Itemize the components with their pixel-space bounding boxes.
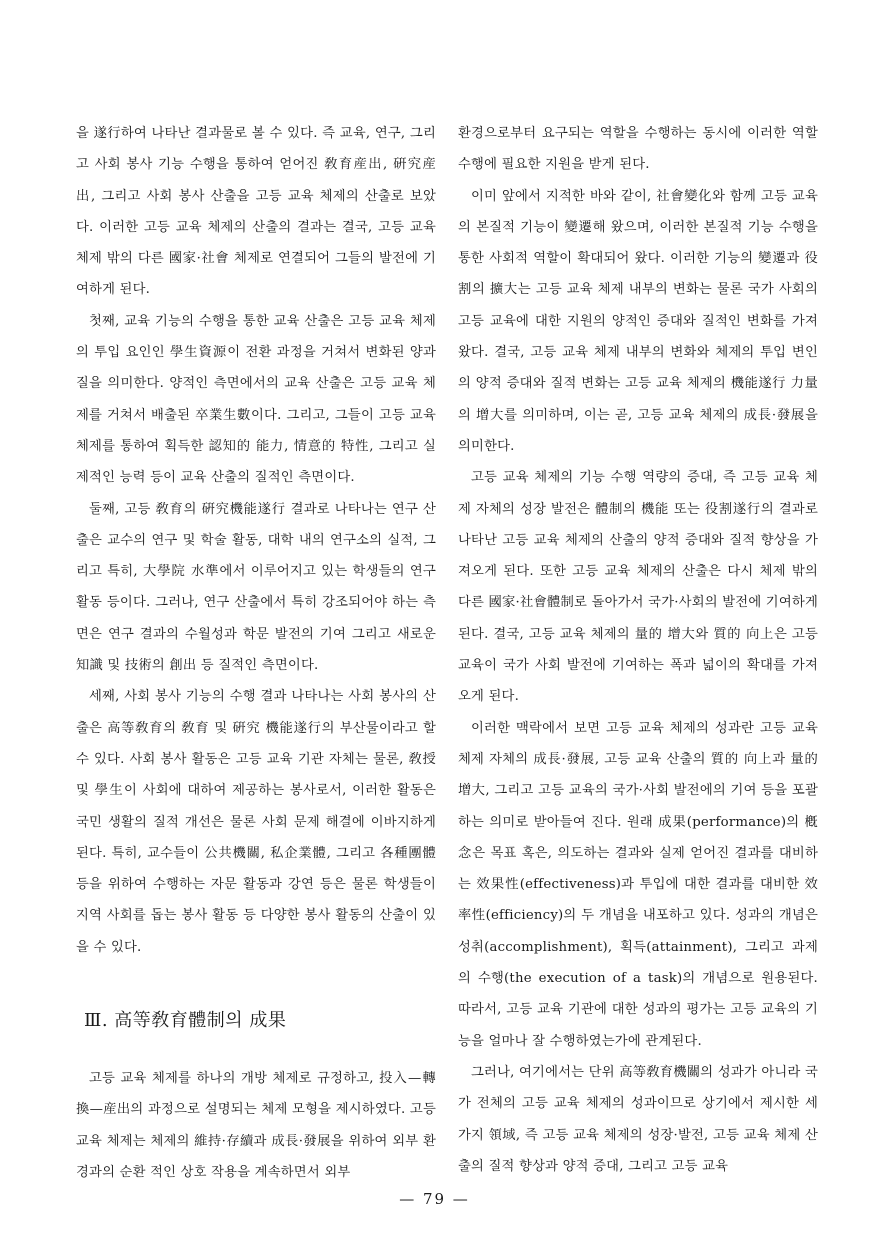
right-paragraph-3: 고등 교육 체제의 기능 수행 역량의 증대, 즉 고등 교육 체제 자체의 성장 발전은 體制의 機能 또는 役割遂行의 결과로 나타난 고등 교육 체제의 산출의 양적 증대와 질적 향상을 가져오게 된다. 또한 고등 교육 체제의 산출은 다시 체제 밖의 다른 國家·社會體制로 돌아가서 국가·사회의 발전에 기여하게 된다. 결국, 고등 교육 체제의 量的 增大와 質的 向上은 고등 교육이 국가 사회 발전에 기여하는 폭과 넓이의 확대를 가져오게 된다. bbox=[458, 470, 818, 705]
left-paragraph-2: 첫째, 교육 기능의 수행을 통한 교육 산출은 고등 교육 체제의 투입 요인인 學生資源이 전환 과정을 거쳐서 변화된 양과 질을 의미한다. 양적인 측면에서의 교육 산출은 고등 교육 체제를 거쳐서 배출된 卒業生數이다. 그리고, 그들이 고등 교육 체제를 통하여 획득한 認知的 能力, 情意的 特性, 그리고 실제적인 능력 등이 교육 산출의 질적인 측면이다. bbox=[76, 313, 436, 486]
left-paragraph-4: 세째, 사회 봉사 기능의 수행 결과 나타나는 사회 봉사의 산출은 高等敎育의 敎育 및 硏究 機能遂行의 부산물이라고 할 수 있다. 사회 봉사 활동은 고등 교육 기관 자체는 물론, 敎授 및 學生이 사회에 대하여 제공하는 봉사로서, 이러한 활동은 국민 생활의 질적 개선은 물론 사회 문제 해결에 이바지하게 된다. 특히, 교수들이 公共機關, 私企業體, 그리고 各種團體 등을 위하여 수행하는 자문 활동과 강연 등은 물론 학생들이 지역 사회를 돕는 봉사 활동 등 다양한 봉사 활동의 산출이 있을 수 있다. bbox=[76, 689, 436, 955]
right-paragraph-2: 이미 앞에서 지적한 바와 같이, 社會變化와 함께 고등 교육의 본질적 기능이 變遷해 왔으며, 이러한 본질적 기능 수행을 통한 사회적 역할이 확대되어 왔다. 이러한 기능의 變遷과 役割의 擴大는 고등 교육 체제 내부의 변화는 물론 국가 사회의 고등 교육에 대한 지원의 양적인 증대와 질적인 변화를 가져 왔다. 결국, 고등 교육 체제 내부의 변화와 체제의 투입 변인의 양적 증대와 질적 변화는 고등 교육 체제의 機能遂行 力量의 增大를 의미하며, 이는 곧, 고등 교육 체제의 成長·發展을 의미한다. bbox=[458, 188, 818, 454]
section-title: Ⅲ. 高等敎育體制의 成果 bbox=[84, 1010, 287, 1032]
left-column bbox=[76, 118, 436, 1188]
right-column bbox=[458, 118, 818, 1182]
left-paragraph-3: 둘째, 고등 敎育의 硏究機能遂行 결과로 나타나는 연구 산출은 교수의 연구 및 학술 활동, 대학 내의 연구소의 실적, 그리고 특히, 大學院 水準에서 이루어지고 있는 학생들의 연구 활동 등이다. 그러나, 연구 산출에서 특히 강조되어야 하는 측면은 연구 결과의 수월성과 학문 발전의 기여 그리고 새로운 知識 및 技術의 創出 등 질적인 측면이다. bbox=[76, 501, 436, 674]
right-paragraph-5: 그러나, 여기에서는 단위 高等敎育機關의 성과가 아니라 국가 전체의 고등 교육 체제의 성과이므로 상기에서 제시한 세 가지 領域, 즉 고등 교육 체제의 성장·발전, 고등 교육 체제 산출의 질적 향상과 양적 증대, 그리고 고등 교육 bbox=[458, 1064, 818, 1174]
right-paragraph-1: 환경으로부터 요구되는 역할을 수행하는 동시에 이러한 역할 수행에 필요한 지원을 받게 된다. bbox=[458, 126, 818, 173]
left-paragraph-1: 을 遂行하여 나타난 결과물로 볼 수 있다. 즉 교육, 연구, 그리고 사회 봉사 기능 수행을 통하여 얻어진 敎育産出, 硏究産出, 그리고 사회 봉사 산출을 고등 교육 체제의 산출로 보았다. 이러한 고등 교육 체제의 산출의 결과는 결국, 고등 교육 체제 밖의 다른 國家·社會 체제로 연결되어 그들의 발전에 기여하게 된다. bbox=[76, 126, 436, 298]
right-paragraph-4: 이러한 맥락에서 보면 고등 교육 체제의 성과란 고등 교육 체제 자체의 成長·發展, 고등 교육 산출의 質的 向上과 量的 增大, 그리고 고등 교육의 국가·사회 발전에의 기여 등을 포괄하는 의미로 받아들여 진다. 원래 成果(performance)의 槪念은 목표 혹은, 의도하는 결과와 실제 얻어진 결과를 대비하는 效果性(effectiveness)과 투입에 대한 결과를 대비한 效率性(efficiency)의 두 개념을 내포하고 있다. 성과의 개념은 성취(accomplishment), 획득(attainment), 그리고 과제의 수행(the execution of a task)의 개념으로 원용된다. 따라서, 고등 교육 기관에 대한 성과의 평가는 고등 교육의 기능을 얼마나 잘 수행하였는가에 관계된다. bbox=[458, 720, 818, 1049]
page-number: — 79 — bbox=[399, 1190, 470, 1208]
left-paragraph-5: 고등 교육 체제를 하나의 개방 체제로 규정하고, 投入—轉換—産出의 과정으로 설명되는 체제 모형을 제시하였다. 고등 교육 체제는 체제의 維持·存續과 成長·發展을 위하여 외부 환경과의 순환 적인 상호 작용을 계속하면서 외부 bbox=[76, 1071, 436, 1180]
